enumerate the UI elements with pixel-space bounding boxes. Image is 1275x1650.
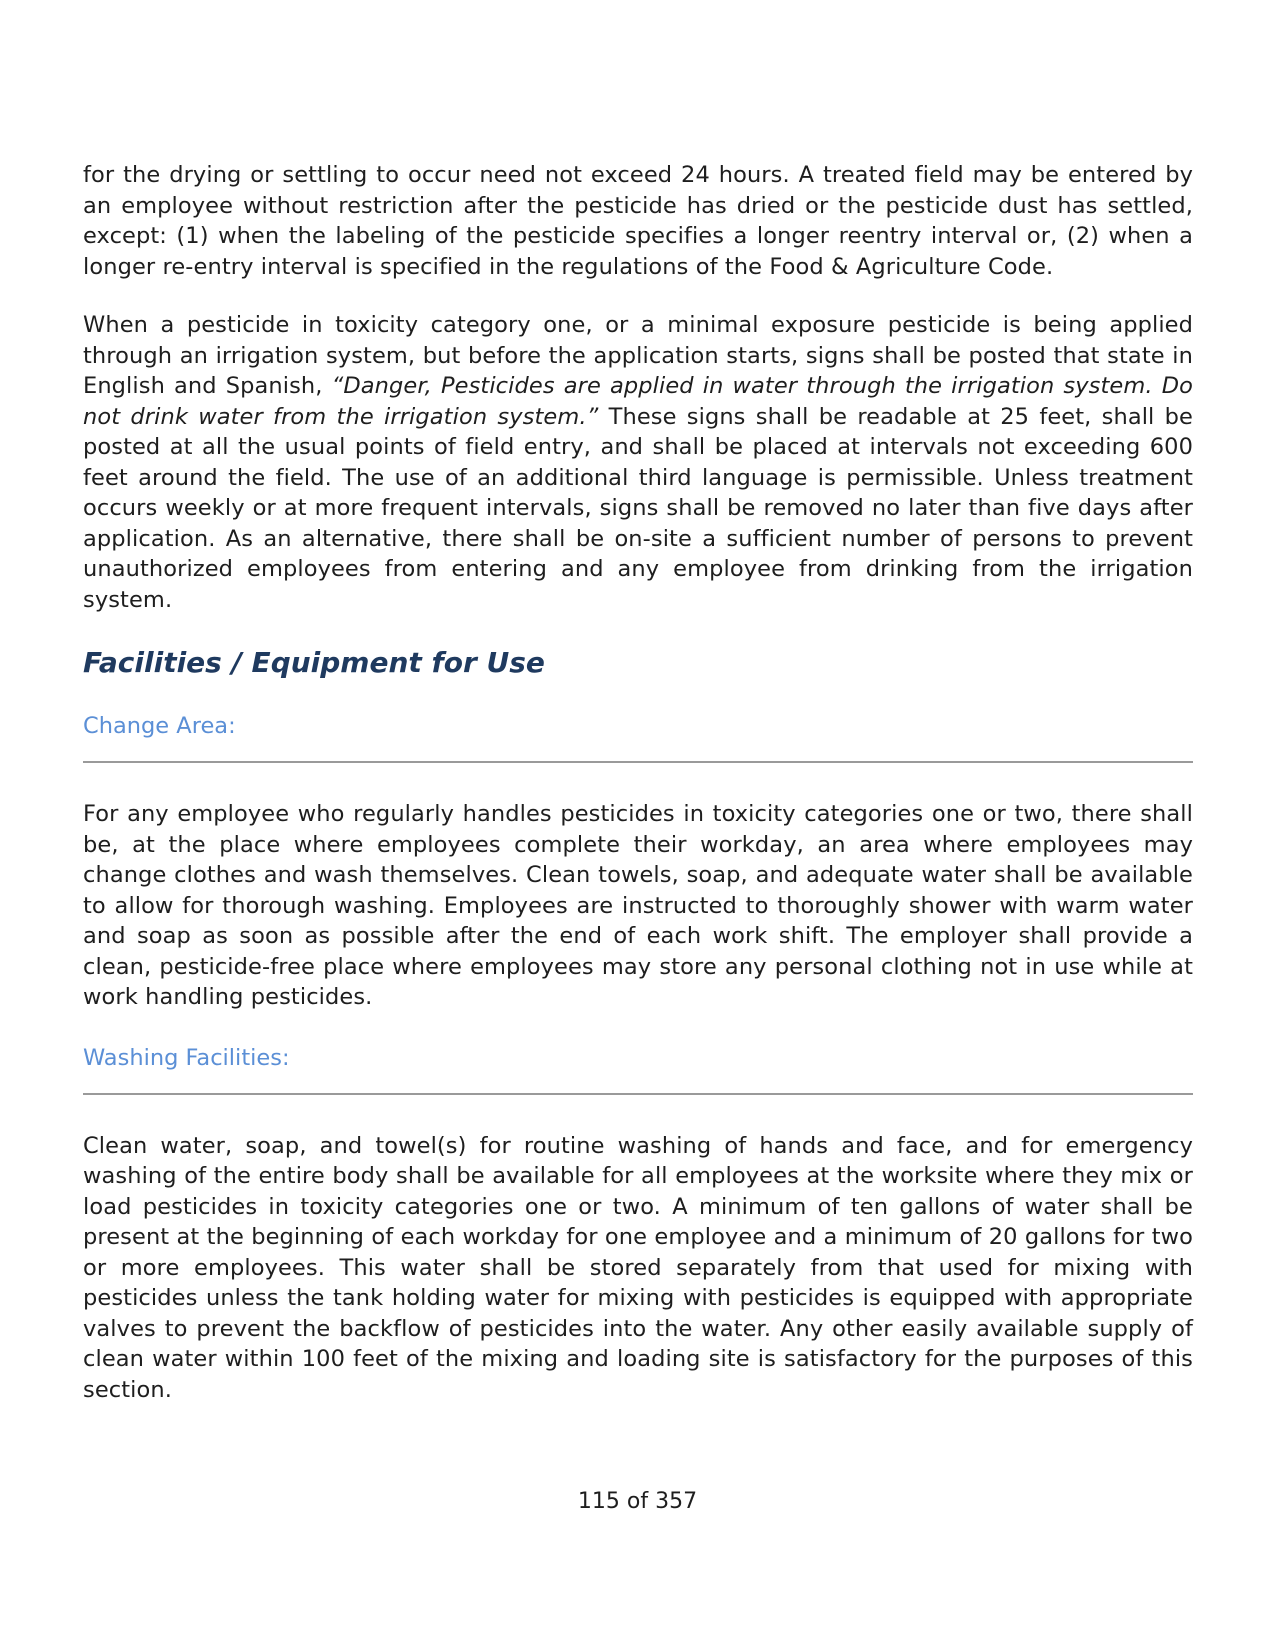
change-area-paragraph: For any employee who regularly handles pesticides in toxicity categories one or two, there shall be, at the place where employees complete their workday, an area where employees may change clothes and wash themselves. Clean towels, soap, and adequate water shall be available to allow for thorough washing. Employees are instructed to thoroughly shower with warm water and soap as soon as possible after the end of each work shift. The employer shall provide a clean, pesticide-free place where employees may store any personal clothing not in use while at work handling pesticides.: [83, 801, 1193, 1010]
paragraph-irrigation-signs: [83, 310, 1193, 615]
paragraph-irrigation-text-start: When a pesticide in toxicity category one, or a minimal exposure pesticide is being applied through an irrigation system, but before the application starts, signs shall be posted that state in English and Spanish,: [83, 312, 1193, 399]
page-number: 115 of 357: [577, 1489, 698, 1514]
sign-quote: “Danger, Pesticides are applied in water through the irrigation system. Do not drink water from the irrigation system.”: [83, 373, 1193, 430]
change-area-heading: Change Area:: [83, 713, 236, 739]
washing-facilities-paragraph: Clean water, soap, and towel(s) for routine washing of hands and face, and for emergency washing of the entire body shall be available for all employees at the worksite where they mix or load pesticides in toxicity categories one or two. A minimum of ten gallons of water shall be present at the beginning of each workday for one employee and a minimum of 20 gallons for two or more employees. This water shall be stored separately from that used for mixing with pesticides unless the tank holding water for mixing with pesticides is equipped with appropriate valves to prevent the backflow of pesticides into the water. Any other easily available supply of clean water within 100 feet of the mixing and loading site is satisfactory for the purposes of this section.: [83, 1132, 1193, 1403]
section-title: Facilities / Equipment for Use: [83, 646, 545, 679]
paragraph-reentry: for the drying or settling to occur need not exceed 24 hours. A treated field may be entered by an employee without restriction after the pesticide has dried or the pesticide dust has settled, except: (1) when the labeling of the pesticide specifies a longer reentry interval or, (2) when a longer re-entry interval is specified in the regulations of the Food & Agriculture Code.: [83, 162, 1193, 280]
document-page: [83, 160, 1193, 1405]
washing-facilities-heading: Washing Facilities:: [83, 1044, 290, 1071]
washing-facilities-divider: [83, 1093, 1193, 1095]
paragraph-irrigation-text-end: These signs shall be readable at 25 feet, shall be posted at all the usual points of field entry, and shall be placed at intervals not exceeding 600 feet around the field. The use of an additional third language is permissible. Unless treatment occurs weekly or at more frequent intervals, signs shall be removed no later than five days after application. As an alternative, there shall be on-site a sufficient number of persons to prevent unauthorized employees from entering and any employee from drinking from the irrigation system.: [83, 403, 1193, 613]
change-area-divider: [83, 761, 1193, 763]
